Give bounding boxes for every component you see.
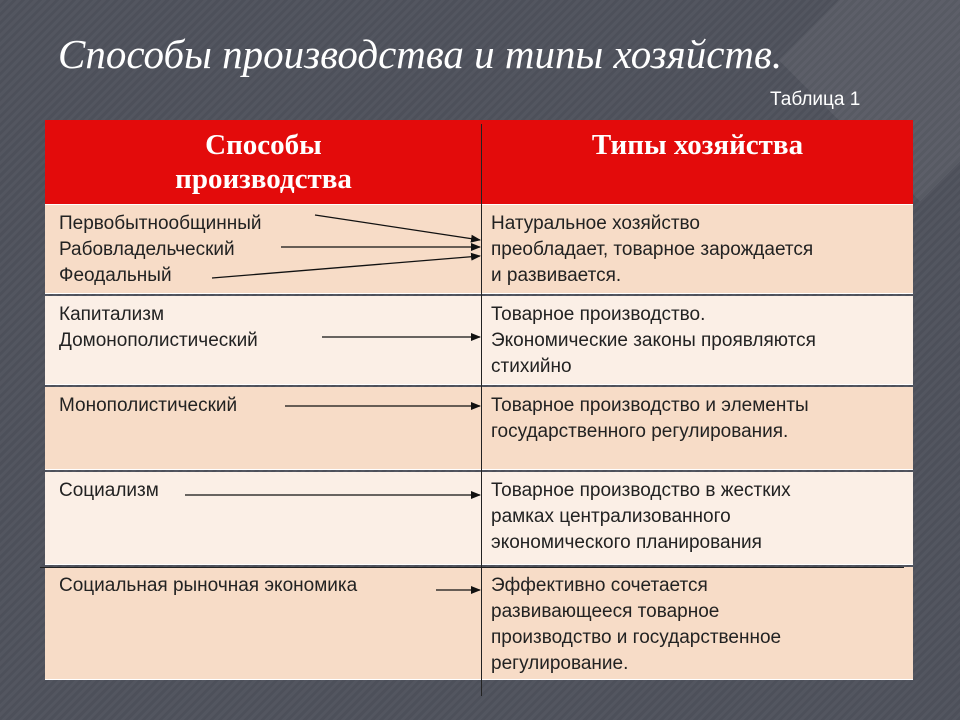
economy-line: Товарное производство и элементы <box>491 395 809 416</box>
economy-line: стихийно <box>491 356 572 377</box>
arrow-feudal <box>212 256 480 278</box>
slide-title: Способы производства и типы хозяйств. <box>58 31 783 77</box>
arrow-primitive <box>315 215 480 240</box>
economy-line: Товарное производство. <box>491 304 706 325</box>
mode-line: Капитализм <box>59 304 165 325</box>
economy-line: развивающееся товарное <box>491 601 720 622</box>
economy-line: регулирование. <box>491 653 629 674</box>
header-line: Типы хозяйства <box>591 129 804 161</box>
mode-line: Монополистический <box>59 395 238 416</box>
mode-line: Социальная рыночная экономика <box>59 575 358 596</box>
mode-line: Феодальный <box>59 265 172 286</box>
economy-line: рамках централизованного <box>491 506 731 527</box>
mode-line: Первобытнообщинный <box>59 213 262 234</box>
economy-line: Эффективно сочетается <box>491 575 708 596</box>
mode-line: Рабовладельческий <box>59 239 235 260</box>
header-line: Способы <box>205 129 322 161</box>
economy-line: Экономические законы проявляются <box>491 330 816 351</box>
table-caption: Таблица 1 <box>770 89 861 110</box>
economy-line: экономического планирования <box>491 532 762 553</box>
header-line: производства <box>175 163 352 195</box>
mode-line: Социализм <box>59 480 159 501</box>
economy-line: и развивается. <box>491 265 622 286</box>
mode-line: Домонополистический <box>59 330 258 351</box>
economy-line: Товарное производство в жестких <box>491 480 791 501</box>
economy-line: Натуральное хозяйство <box>491 213 700 234</box>
economy-line: преобладает, товарное зарождается <box>491 239 814 260</box>
economy-line: производство и государственное <box>491 627 782 648</box>
economy-line: государственного регулирования. <box>491 421 789 442</box>
